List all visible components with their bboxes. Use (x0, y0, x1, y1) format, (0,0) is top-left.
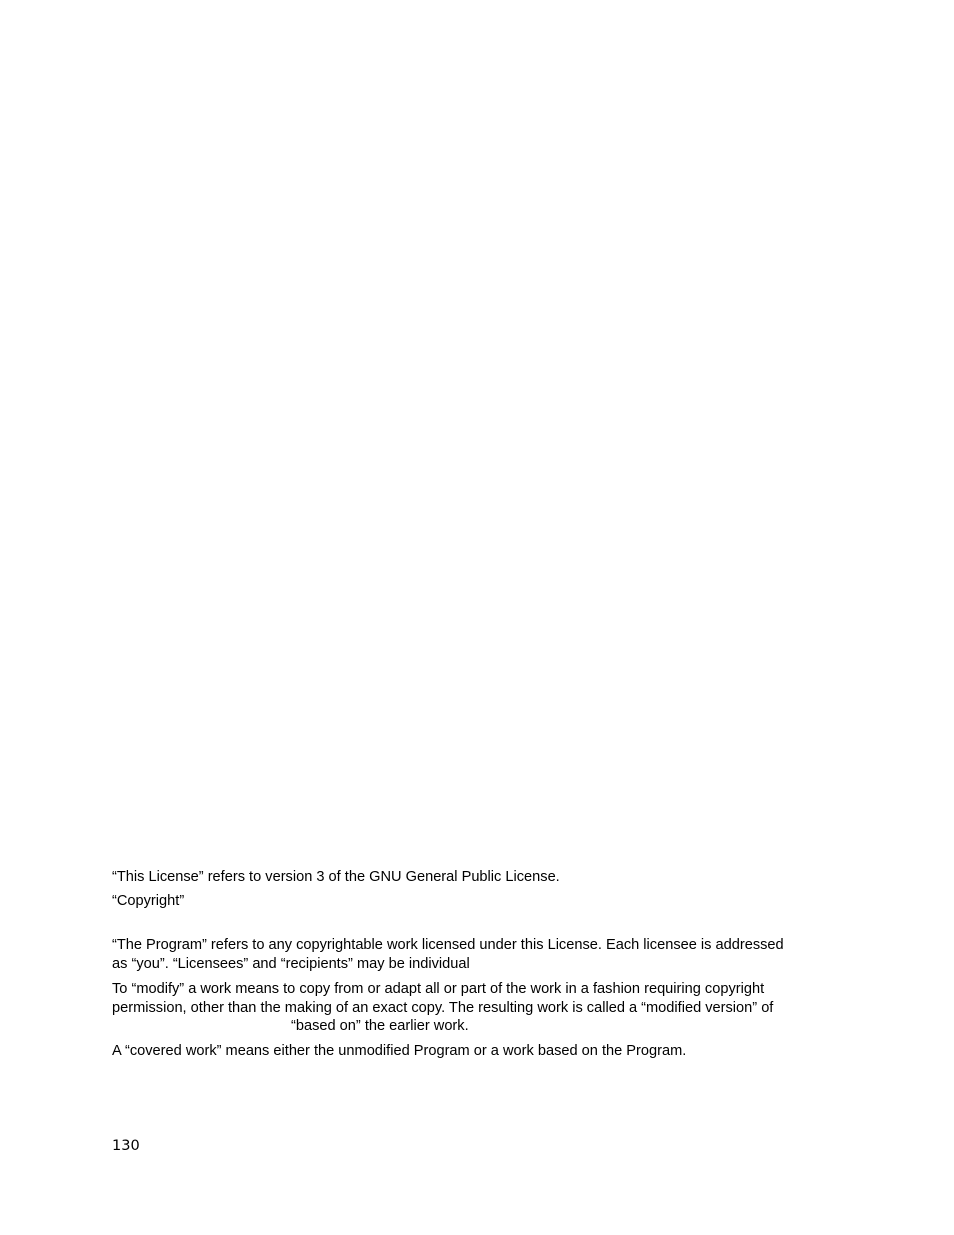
definition-this-license: “This License” refers to version 3 of the GNU General Public License. (112, 869, 560, 885)
definition-program-line-1: “The Program” refers to any copyrightable work licensed under this License. Each licensee is addressed (112, 937, 784, 953)
page-number: 130 (112, 1138, 140, 1154)
definition-copyright: “Copyright” (112, 893, 185, 909)
definition-program-line-2: as “you”. “Licensees” and “recipients” may be individual (112, 956, 470, 972)
definition-covered-work: A “covered work” means either the unmodified Program or a work based on the Program. (112, 1043, 687, 1059)
definition-modify-line-3: “based on” the earlier work. (291, 1018, 469, 1034)
definition-modify-line-2: permission, other than the making of an exact copy. The resulting work is called a “modified version” of (112, 1000, 774, 1016)
definition-modify-line-1: To “modify” a work means to copy from or adapt all or part of the work in a fashion requiring copyright (112, 981, 765, 997)
